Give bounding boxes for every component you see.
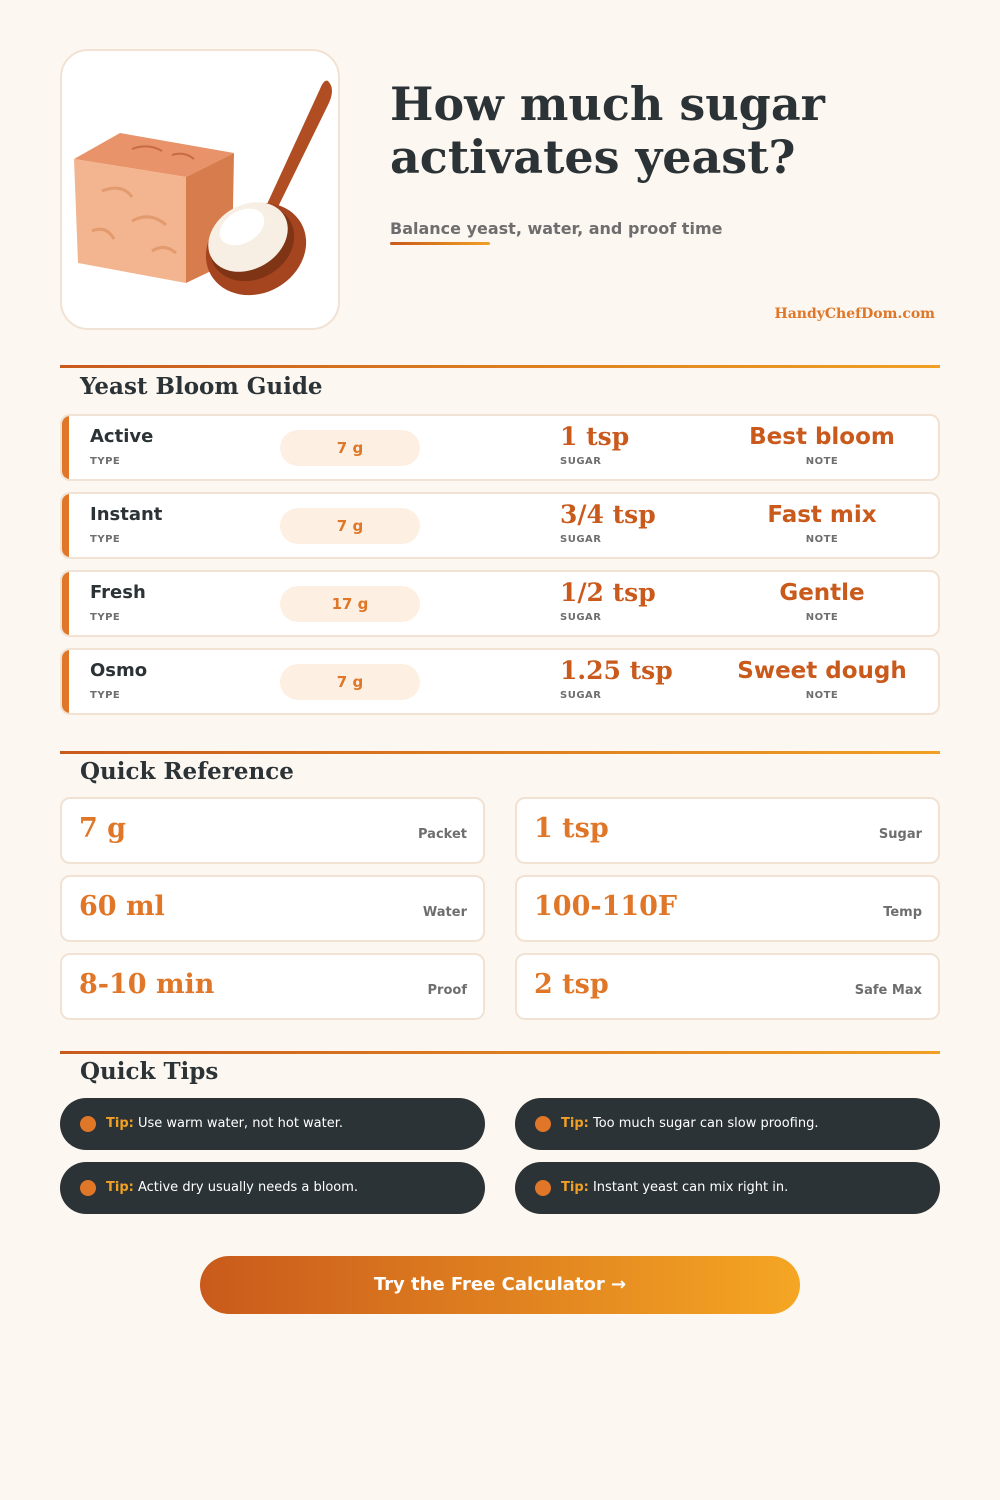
yeast-block-and-spoon-illustration xyxy=(62,51,340,330)
reference-value: 7 g xyxy=(79,813,127,844)
type-caption: TYPE xyxy=(90,612,121,623)
tip-text: Use warm water, not hot water. xyxy=(137,1116,344,1131)
row-accent-bar xyxy=(62,494,69,557)
reference-value: 60 ml xyxy=(79,891,165,922)
sugar-amount: 3/4 tsp xyxy=(560,500,656,529)
tip-text: Instant yeast can mix right in. xyxy=(592,1180,789,1195)
tip-label: Tip: xyxy=(561,1180,589,1195)
note-caption: NOTE xyxy=(805,456,839,467)
yeast-amount-pill: 17 g xyxy=(280,586,420,622)
type-caption: TYPE xyxy=(90,690,121,701)
reference-label: Water xyxy=(422,905,467,920)
tip-bullet-icon xyxy=(535,1180,551,1196)
row-accent-bar xyxy=(62,416,69,479)
note-caption: NOTE xyxy=(805,690,839,701)
tip-card xyxy=(515,1098,940,1150)
tip-text: Active dry usually needs a bloom. xyxy=(137,1180,359,1195)
spoon-handle xyxy=(262,81,332,217)
note-text: Fast mix xyxy=(767,502,877,528)
guide-row-active xyxy=(60,414,940,481)
yeast-type: Instant xyxy=(90,504,163,525)
reference-card-safe-max xyxy=(515,953,940,1020)
tip-text: Too much sugar can slow proofing. xyxy=(592,1116,819,1131)
reference-label: Proof xyxy=(427,983,467,998)
reference-value: 1 tsp xyxy=(534,813,609,844)
tip-card xyxy=(60,1162,485,1214)
page-title-line-1: How much sugar xyxy=(390,77,825,131)
yeast-amount-pill: 7 g xyxy=(280,508,420,544)
free-calculator-button[interactable]: Try the Free Calculator → xyxy=(200,1256,800,1314)
yeast-type: Osmo xyxy=(90,660,148,681)
sugar-caption: SUGAR xyxy=(560,456,602,467)
row-accent-bar xyxy=(62,572,69,635)
tip-label: Tip: xyxy=(106,1180,134,1195)
yeast-type: Active xyxy=(90,426,154,447)
section-divider xyxy=(60,751,940,754)
reference-label: Sugar xyxy=(878,827,922,842)
tips-section-title: Quick Tips xyxy=(80,1058,219,1085)
page-subtitle: Balance yeast, water, and proof time xyxy=(390,219,723,238)
note-text: Sweet dough xyxy=(737,658,907,684)
tip-label: Tip: xyxy=(106,1116,134,1131)
row-accent-bar xyxy=(62,650,69,713)
yeast-type: Fresh xyxy=(90,582,146,603)
guide-row-instant xyxy=(60,492,940,559)
page-title-line-2: activates yeast? xyxy=(390,130,796,184)
type-caption: TYPE xyxy=(90,534,121,545)
sugar-caption: SUGAR xyxy=(560,690,602,701)
reference-card-proof xyxy=(60,953,485,1020)
reference-card-sugar xyxy=(515,797,940,864)
tip-card xyxy=(515,1162,940,1214)
reference-card-water xyxy=(60,875,485,942)
reference-value: 100-110F xyxy=(534,891,678,922)
note-text: Gentle xyxy=(779,580,865,606)
section-divider xyxy=(60,365,940,368)
reference-section-title: Quick Reference xyxy=(80,758,294,785)
reference-value: 8-10 min xyxy=(79,969,215,1000)
sugar-caption: SUGAR xyxy=(560,534,602,545)
brand-link[interactable]: HandyChefDom.com xyxy=(774,306,935,322)
subtitle-underline xyxy=(390,242,490,245)
page-title xyxy=(390,78,950,184)
reference-label: Safe Max xyxy=(854,983,922,998)
sugar-amount: 1 tsp xyxy=(560,422,630,451)
note-caption: NOTE xyxy=(805,612,839,623)
sugar-amount: 1/2 tsp xyxy=(560,578,656,607)
guide-section-title: Yeast Bloom Guide xyxy=(80,373,323,400)
reference-value: 2 tsp xyxy=(534,969,609,1000)
reference-card-temp xyxy=(515,875,940,942)
sugar-amount: 1.25 tsp xyxy=(560,656,673,685)
yeast-block-front xyxy=(74,159,186,283)
yeast-amount-pill: 7 g xyxy=(280,664,420,700)
yeast-amount-pill: 7 g xyxy=(280,430,420,466)
tip-bullet-icon xyxy=(80,1180,96,1196)
hero-illustration xyxy=(60,49,340,330)
sugar-caption: SUGAR xyxy=(560,612,602,623)
reference-label: Packet xyxy=(418,827,467,842)
tip-bullet-icon xyxy=(80,1116,96,1132)
guide-row-fresh xyxy=(60,570,940,637)
note-caption: NOTE xyxy=(805,534,839,545)
guide-row-osmo xyxy=(60,648,940,715)
reference-label: Temp xyxy=(883,905,922,920)
type-caption: TYPE xyxy=(90,456,121,467)
reference-card-packet xyxy=(60,797,485,864)
tip-label: Tip: xyxy=(561,1116,589,1131)
tip-bullet-icon xyxy=(535,1116,551,1132)
note-text: Best bloom xyxy=(749,424,895,450)
tip-card xyxy=(60,1098,485,1150)
section-divider xyxy=(60,1051,940,1054)
